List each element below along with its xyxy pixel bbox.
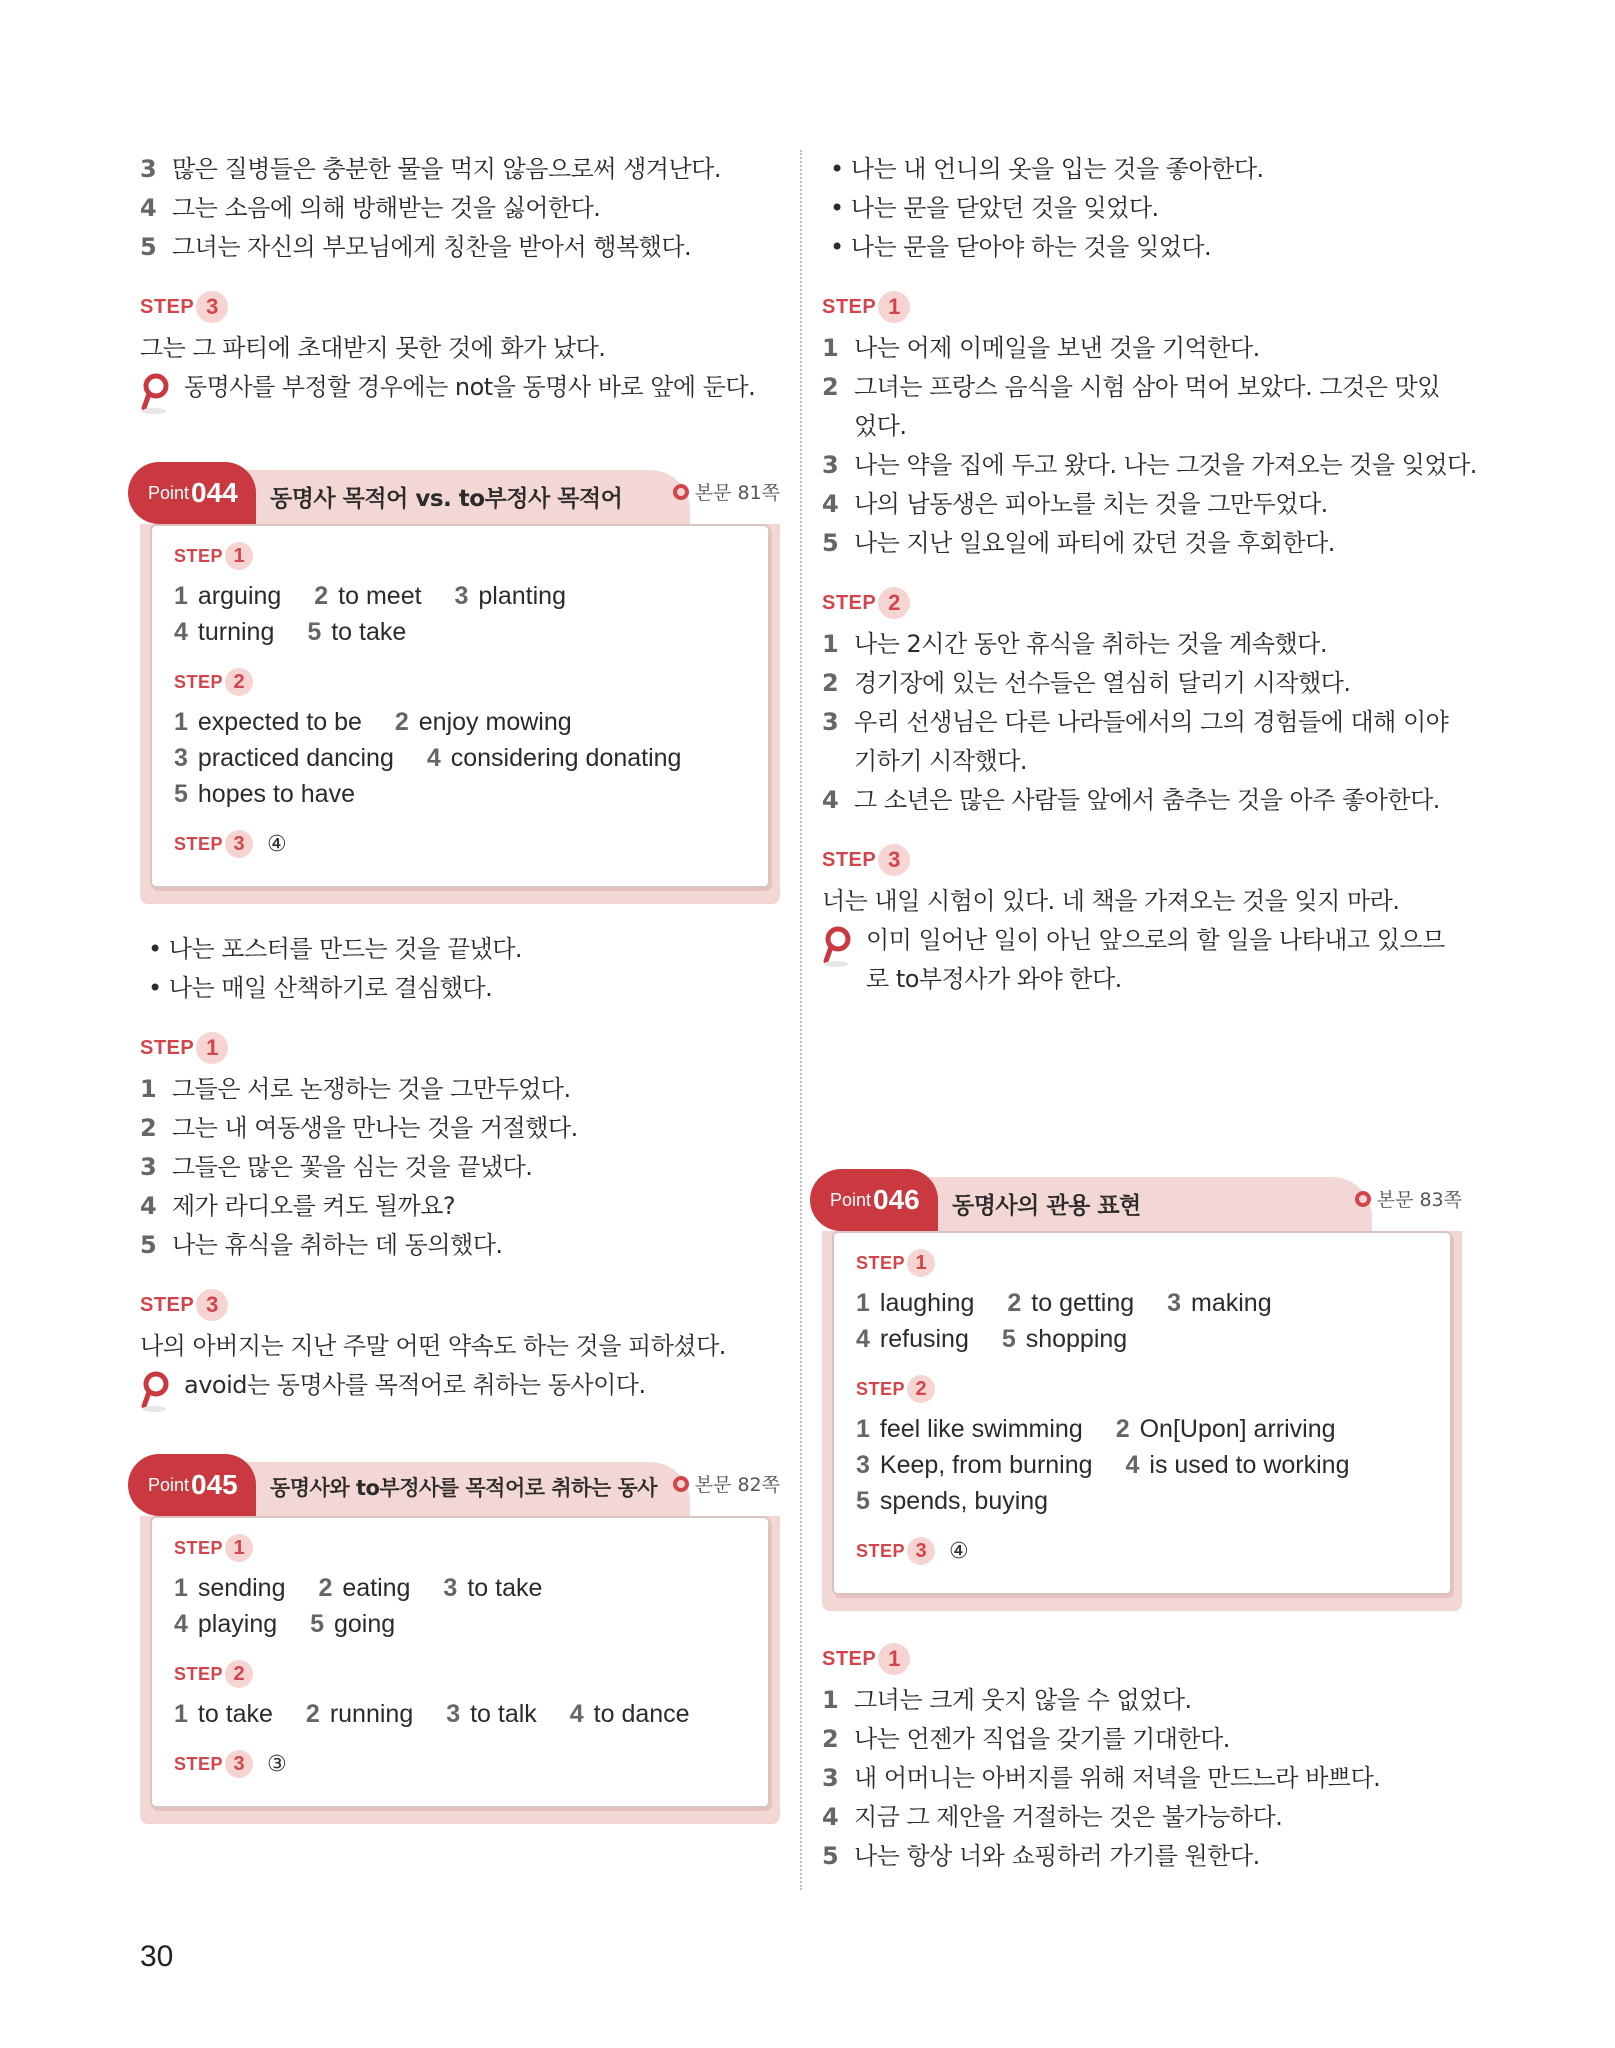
list-item: 5 그녀는 자신의 부모님에게 칭찬을 받아서 행복했다. [140, 233, 692, 261]
step3-answer: ④ [267, 831, 287, 857]
list-item: 5 나는 항상 너와 쇼핑하러 가기를 원한다. [822, 1842, 1260, 1870]
point-title: 동명사와 to부정사를 목적어로 취하는 동사 [270, 1476, 658, 1500]
step-heading: STEP 3 [140, 1287, 780, 1323]
list-item: 3 나는 약을 집에 두고 왔다. 나는 그것을 가져오는 것을 잊었다. [822, 451, 1477, 479]
list-item: 5 나는 휴식을 취하는 데 동의했다. [140, 1231, 503, 1259]
list-item: 3 내 어머니는 아버지를 위해 저녁을 만드느라 바쁘다. [822, 1764, 1381, 1792]
step-heading: STEP 3 [822, 842, 1462, 878]
circle-bullet-icon [673, 1476, 689, 1492]
step-heading: STEP 3 ④ [174, 831, 287, 857]
answer-sentence: 그는 그 파티에 초대받지 못한 것에 화가 났다. [140, 334, 606, 362]
list-item: 3 많은 질병들은 충분한 물을 먹지 않음으로써 생겨난다. [140, 155, 721, 183]
answer-row: 4 playing 5 going [174, 1610, 396, 1638]
answer-row: 4 turning 5 to take [174, 618, 407, 646]
step-heading: STEP 1 [822, 1641, 1462, 1677]
step-heading: STEP 2 [174, 664, 746, 700]
list-item: • 나는 내 언니의 옷을 입는 것을 좋아한다. [830, 155, 1264, 183]
point-044-box [140, 462, 780, 904]
answer-card [832, 1231, 1452, 1595]
step3-answer: ④ [949, 1538, 969, 1564]
step3-answer: ③ [267, 1751, 287, 1777]
magnifier-icon [140, 1366, 180, 1410]
list-item: 3 우리 선생님은 다른 나라들에서의 그의 경험들에 대해 이야기하기 시작했다. [822, 708, 1449, 775]
step-heading: STEP 1 [140, 1030, 780, 1066]
step-heading: STEP 2 [856, 1371, 1428, 1407]
answer-card [150, 524, 770, 888]
answer-row: 1 laughing 2 to getting 3 making [856, 1289, 1272, 1317]
sentence-list [822, 329, 1477, 563]
point-045-box [140, 1454, 780, 1824]
list-item: 4 나의 남동생은 피아노를 치는 것을 그만두었다. [822, 490, 1328, 518]
step-heading: STEP 1 [174, 538, 746, 574]
magnifier-icon [822, 921, 862, 965]
answer-sentence: 너는 내일 시험이 있다. 네 책을 가져오는 것을 잊지 마라. [822, 887, 1400, 915]
intro-list [140, 150, 780, 267]
point-badge: Point 046 [810, 1169, 938, 1231]
answer-row: 5 hopes to have [174, 780, 355, 808]
list-item: 4 그 소년은 많은 사람들 앞에서 춤추는 것을 아주 좋아한다. [822, 786, 1440, 814]
step-heading: STEP 2 [822, 585, 1462, 621]
hint-note [140, 1366, 780, 1410]
list-item: 5 나는 지난 일요일에 파티에 갔던 것을 후회한다. [822, 529, 1335, 557]
list-item: 1 나는 2시간 동안 휴식을 취하는 것을 계속했다. [822, 630, 1327, 658]
hint-text: 이미 일어난 일이 아닌 앞으로의 할 일을 나타내고 있으므로 to부정사가 와야 한다. [866, 926, 1445, 993]
answer-row: 4 refusing 5 shopping [856, 1325, 1128, 1353]
point-title: 동명사 목적어 vs. to부정사 목적어 [270, 486, 623, 512]
list-item: • 나는 문을 닫아야 하는 것을 잊었다. [830, 233, 1212, 261]
answer-row: 1 sending 2 eating 3 to take [174, 1574, 543, 1602]
sentence-list [822, 625, 1462, 820]
list-item: 4 제가 라디오를 켜도 될까요? [140, 1192, 456, 1220]
circle-bullet-icon [1355, 1191, 1371, 1207]
left-column [140, 150, 780, 1824]
right-column [822, 150, 1477, 1876]
magnifier-icon [140, 368, 180, 412]
point-046-box [822, 1169, 1462, 1611]
step-heading: STEP 3 ④ [856, 1538, 969, 1564]
sentence-list [140, 1070, 780, 1265]
hint-text: avoid는 동명사를 목적어로 취하는 동사이다. [184, 1371, 646, 1399]
step-heading: STEP 1 [856, 1245, 1428, 1281]
step-heading: STEP 2 [174, 1656, 746, 1692]
hint-text: 동명사를 부정할 경우에는 not을 동명사 바로 앞에 둔다. [184, 373, 756, 401]
list-item: 2 경기장에 있는 선수들은 열심히 달리기 시작했다. [822, 669, 1351, 697]
list-item: 4 지금 그 제안을 거절하는 것은 불가능하다. [822, 1803, 1283, 1831]
list-item: 1 그녀는 크게 웃지 않을 수 없었다. [822, 1686, 1192, 1714]
list-item: 2 그녀는 프랑스 음식을 시험 삼아 먹어 보았다. 그것은 맛있었다. [822, 373, 1440, 440]
page-reference: 본문 81쪽 [673, 478, 780, 505]
hint-note [822, 921, 1462, 999]
answer-row: 5 spends, buying [856, 1487, 1049, 1515]
answer-row: 1 arguing 2 to meet 3 planting [174, 582, 566, 610]
list-item: 4 그는 소음에 의해 방해받는 것을 싫어한다. [140, 194, 601, 222]
sentence-list [822, 1681, 1462, 1876]
answer-row: 1 expected to be 2 enjoy mowing [174, 708, 572, 736]
page-number: 30 [140, 1940, 174, 1973]
answer-sentence: 나의 아버지는 지난 주말 어떤 약속도 하는 것을 피하셨다. [140, 1332, 726, 1360]
point-badge: Point 045 [128, 1454, 256, 1516]
answer-row: 1 feel like swimming 2 On[Upon] arriving [856, 1415, 1336, 1443]
step-heading: STEP 1 [174, 1530, 746, 1566]
list-item: 2 나는 언젠가 직업을 갖기를 기대한다. [822, 1725, 1230, 1753]
point-title: 동명사의 관용 표현 [952, 1193, 1141, 1219]
page-reference: 본문 82쪽 [673, 1470, 780, 1497]
list-item: 1 나는 어제 이메일을 보낸 것을 기억한다. [822, 334, 1260, 362]
step-heading: STEP 1 [822, 289, 1462, 325]
list-item: 2 그는 내 여동생을 만나는 것을 거절했다. [140, 1114, 578, 1142]
column-divider [800, 150, 802, 1890]
step-heading: STEP 3 ③ [174, 1751, 287, 1777]
answer-row: 3 Keep, from burning 4 is used to working [856, 1451, 1350, 1479]
answer-row: 3 practiced dancing 4 considering donating [174, 744, 682, 772]
list-item: 1 그들은 서로 논쟁하는 것을 그만두었다. [140, 1075, 571, 1103]
list-item: • 나는 포스터를 만드는 것을 끝냈다. [148, 935, 523, 963]
list-item: • 나는 문을 닫았던 것을 잊었다. [830, 194, 1159, 222]
list-item: • 나는 매일 산책하기로 결심했다. [148, 974, 493, 1002]
circle-bullet-icon [673, 484, 689, 500]
step-heading: STEP 3 [140, 289, 780, 325]
page-reference: 본문 83쪽 [1355, 1185, 1462, 1212]
bullet-list [140, 930, 780, 1008]
bullet-list [822, 150, 1462, 267]
answer-card [150, 1516, 770, 1808]
hint-note [140, 368, 780, 412]
list-item: 3 그들은 많은 꽃을 심는 것을 끝냈다. [140, 1153, 533, 1181]
point-badge: Point 044 [128, 462, 256, 524]
answer-row: 1 to take 2 running 3 to talk 4 to dance [174, 1700, 690, 1728]
